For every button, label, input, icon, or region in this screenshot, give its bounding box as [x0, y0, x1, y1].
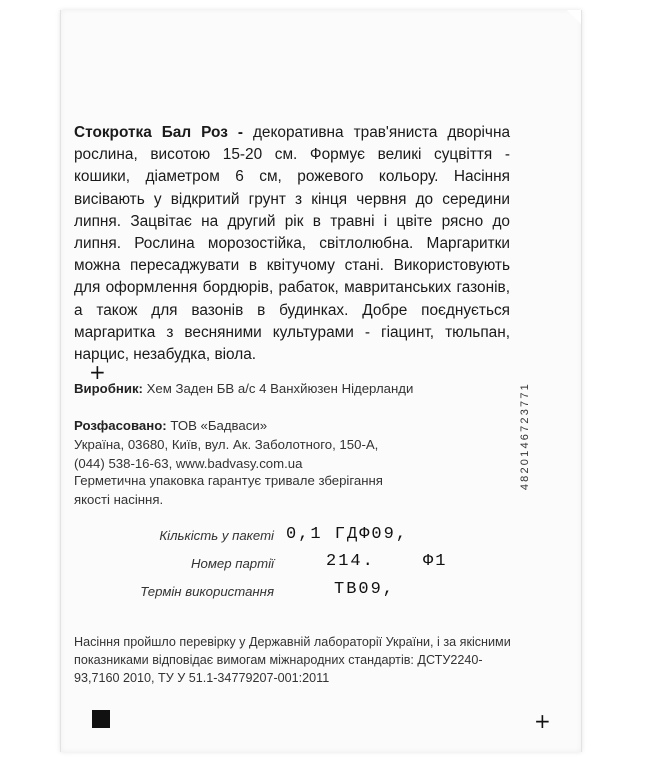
barcode-number: 4820146723771 [519, 382, 531, 491]
packet-corner [567, 10, 581, 24]
quantity-label: Кількість у пакеті [159, 528, 274, 543]
manufacturer-label: Виробник: [74, 381, 143, 396]
packager-label: Розфасовано: [74, 418, 167, 433]
packager-address: Україна, 03680, Київ, вул. Ак. Заболотного, 150-А, [74, 437, 379, 452]
certification-note: Насіння пройшло перевірку у Державній лабораторії України, і за якісними показниками відповідає вимогам міжнародних стандартів: ДСТУ2240-93,7160 2010, ТУ У 51.1-34779207-001:2011 [74, 635, 511, 685]
packager-value: ТОВ «Бадваси» [170, 418, 268, 433]
packager-info [74, 416, 514, 473]
crop-mark-left: + [89, 360, 106, 384]
batch-label: Номер партії [190, 556, 274, 571]
crop-mark-bottom-right: + [534, 709, 551, 733]
manufacturer-info [74, 379, 514, 398]
batch-suffix: Ф1 [423, 552, 448, 571]
product-description [74, 122, 510, 366]
manufacturer-value: Хем Заден БВ а/с 4 Ванхйюзен Нідерланди [146, 381, 414, 396]
storage-note: Герметична упаковка гарантує тривале зберігання якості насіння. [74, 473, 383, 507]
description-text: декоративна трав'яниста дворічна рослина, висотою 15-20 см. Формує великі суцвіття - кошики, діаметром 6 см, рожевого кольору. Насіння висівають у відкритий грунт з кінця червня до середини липня. Зацвітає на другий рік в травні і цвіте рясно до липня. Рослина морозостійка, світлолюбна. Маргаритки можна пересаджувати в квітучому стані. Використовують для оформлення бордюрів, рабаток, мавританських газонів, а також для вазонів в будинках. Добре поєднується маргаритка з весняними культурами - гіацинт, тюльпан, нарцис, незабудка, віола. [74, 124, 510, 364]
batch-value: 214. [326, 552, 375, 571]
packager-contact: (044) 538-16-63, www.badvasy.com.ua [74, 456, 303, 471]
expiry-label: Термін використання [140, 584, 274, 599]
product-name: Стокротка Бал Роз - [74, 124, 243, 141]
expiry-value: ТВ09, [334, 580, 396, 599]
quantity-value: 0,1 ГДФ09, [286, 525, 409, 544]
registration-mark [92, 710, 110, 728]
